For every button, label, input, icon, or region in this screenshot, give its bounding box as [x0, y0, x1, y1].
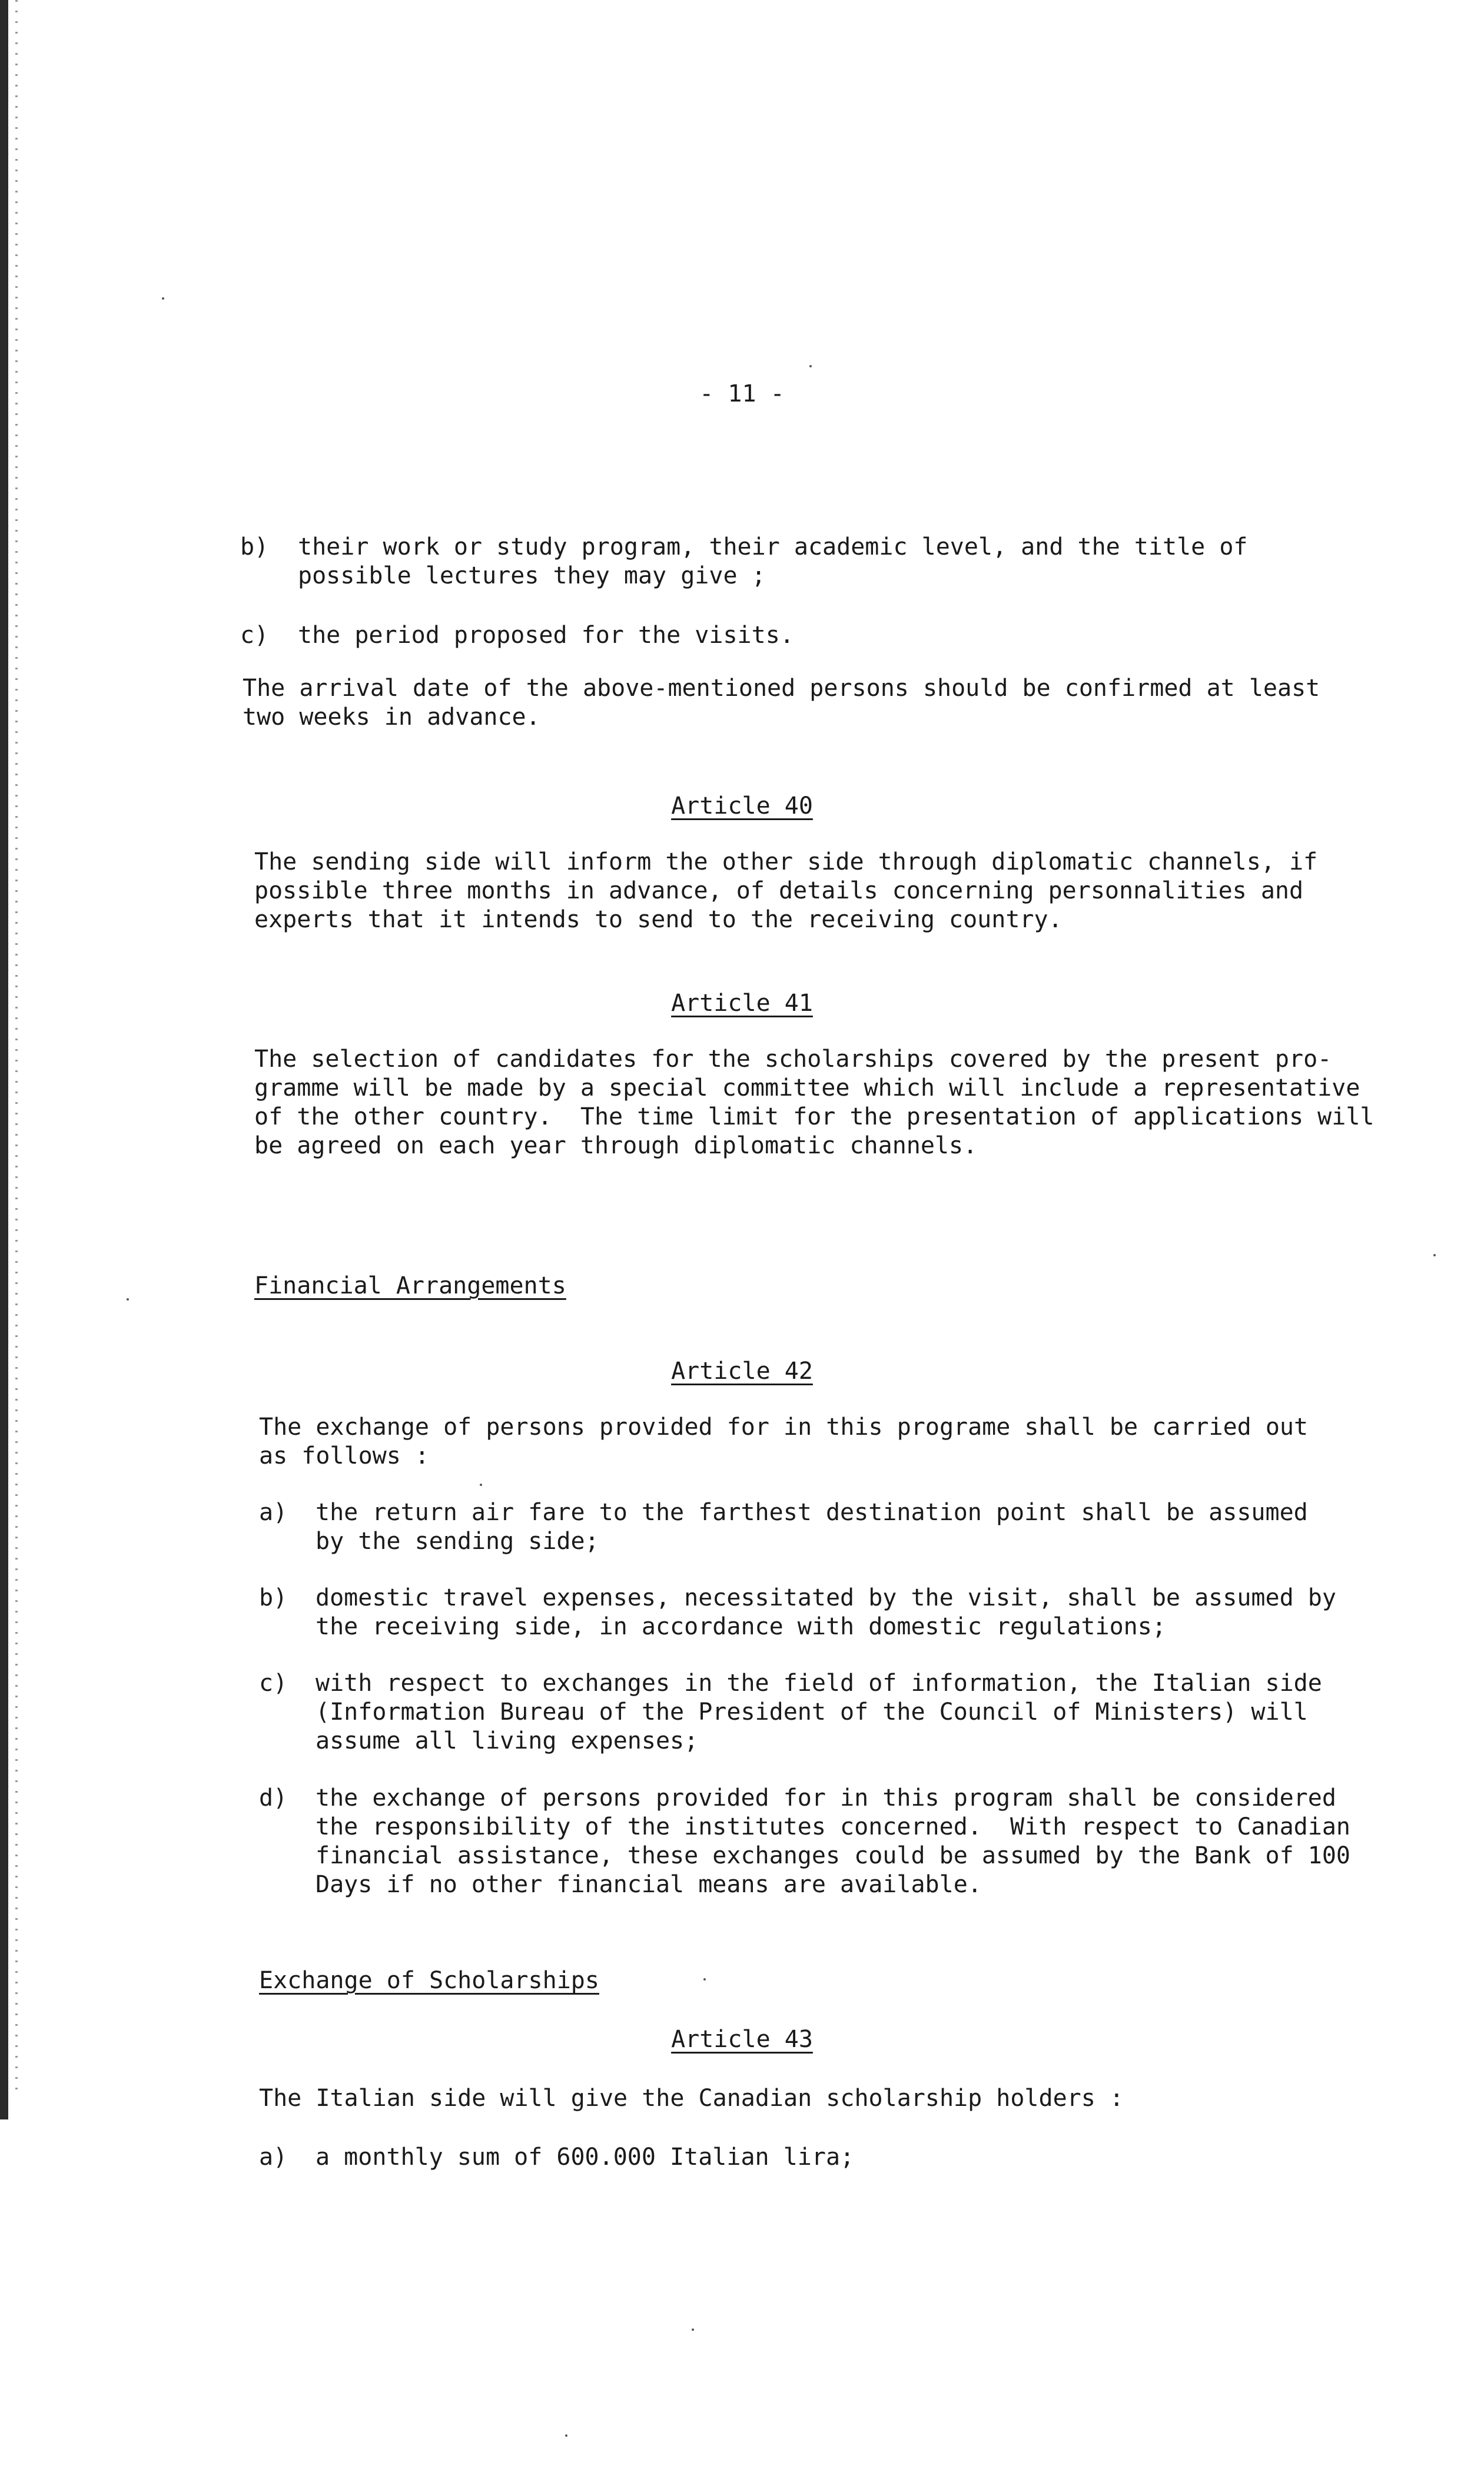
binding-edge — [0, 0, 8, 2119]
list-item-text: domestic travel expenses, necessitated by the visit, shall be assumed by the receiving side, in accordance with domestic regulations; — [316, 1584, 1336, 1640]
scan-speck — [162, 297, 164, 300]
page-number: - 11 - — [699, 380, 785, 407]
list-item — [259, 1584, 1336, 1670]
section-heading-financial: Financial Arrangements — [254, 1272, 566, 1299]
list-item-label: d) — [259, 1784, 288, 1812]
article-41-heading: Article 41 — [671, 990, 813, 1017]
scan-speck — [1433, 1254, 1436, 1256]
list-item-text: with respect to exchanges in the field of information, the Italian side (Information Bureau of the President of the Council of Ministers) will assume all living expenses; — [316, 1670, 1322, 1754]
intro-paragraph: The arrival date of the above-mentioned persons should be confirmed at least two weeks in advance. — [243, 675, 1320, 731]
article-40-body: The sending side will inform the other side through diplomatic channels, if possible three months in advance, of details concerning personnalities and experts that it intends to send to the receiving country. — [254, 848, 1318, 933]
scan-speck — [480, 1484, 482, 1486]
section-heading-scholarships: Exchange of Scholarships — [259, 1967, 599, 1994]
scan-speck — [692, 2328, 694, 2331]
list-item — [259, 1498, 1308, 1585]
list-item-label: c) — [259, 1670, 288, 1697]
article-40-heading: Article 40 — [671, 792, 813, 820]
list-item-label: a) — [259, 2144, 288, 2171]
list-item-label: a) — [259, 1499, 288, 1526]
scan-speck — [703, 1978, 706, 1981]
list-item-text: their work or study program, their academic level, and the title of possible lectures they may give ; — [298, 533, 1248, 589]
list-item — [259, 1669, 1322, 1756]
list-item-label: c) — [240, 622, 269, 649]
article-42-body: The exchange of persons provided for in this programe shall be carried out as follows : — [259, 1414, 1309, 1469]
list-item — [240, 533, 1248, 619]
article-42-heading: Article 42 — [671, 1358, 813, 1385]
list-item-label: b) — [259, 1584, 288, 1611]
article-43-body: The Italian side will give the Canadian scholarship holders : — [259, 2085, 1124, 2112]
list-item — [259, 2143, 855, 2230]
scan-speck — [565, 2434, 567, 2437]
list-item — [259, 1784, 1350, 1898]
scan-speck — [809, 365, 812, 367]
article-43-heading: Article 43 — [671, 2026, 813, 2053]
list-item-text: a monthly sum of 600.000 Italian lira; — [316, 2144, 855, 2171]
binding-perforation — [15, 0, 18, 2096]
list-item-label: b) — [240, 533, 269, 560]
list-item-text: the return air fare to the farthest destination point shall be assumed by the sending side; — [316, 1499, 1308, 1555]
article-41-body: The selection of candidates for the scholarships covered by the present pro- gramme will be made by a special committee which will include a representative of the other country. The time limit for the presentation of applications will be agreed on each year through diplomatic channels. — [254, 1046, 1375, 1159]
list-item-text: the period proposed for the visits. — [298, 622, 794, 649]
scan-speck — [127, 1298, 129, 1301]
list-item-text: the exchange of persons provided for in this program shall be considered the responsibility of the institutes concerned. With respect to Canadian financial assistance, these exchanges could be assumed by the Bank of 100 Days if no other financial means are available. — [316, 1784, 1350, 1898]
